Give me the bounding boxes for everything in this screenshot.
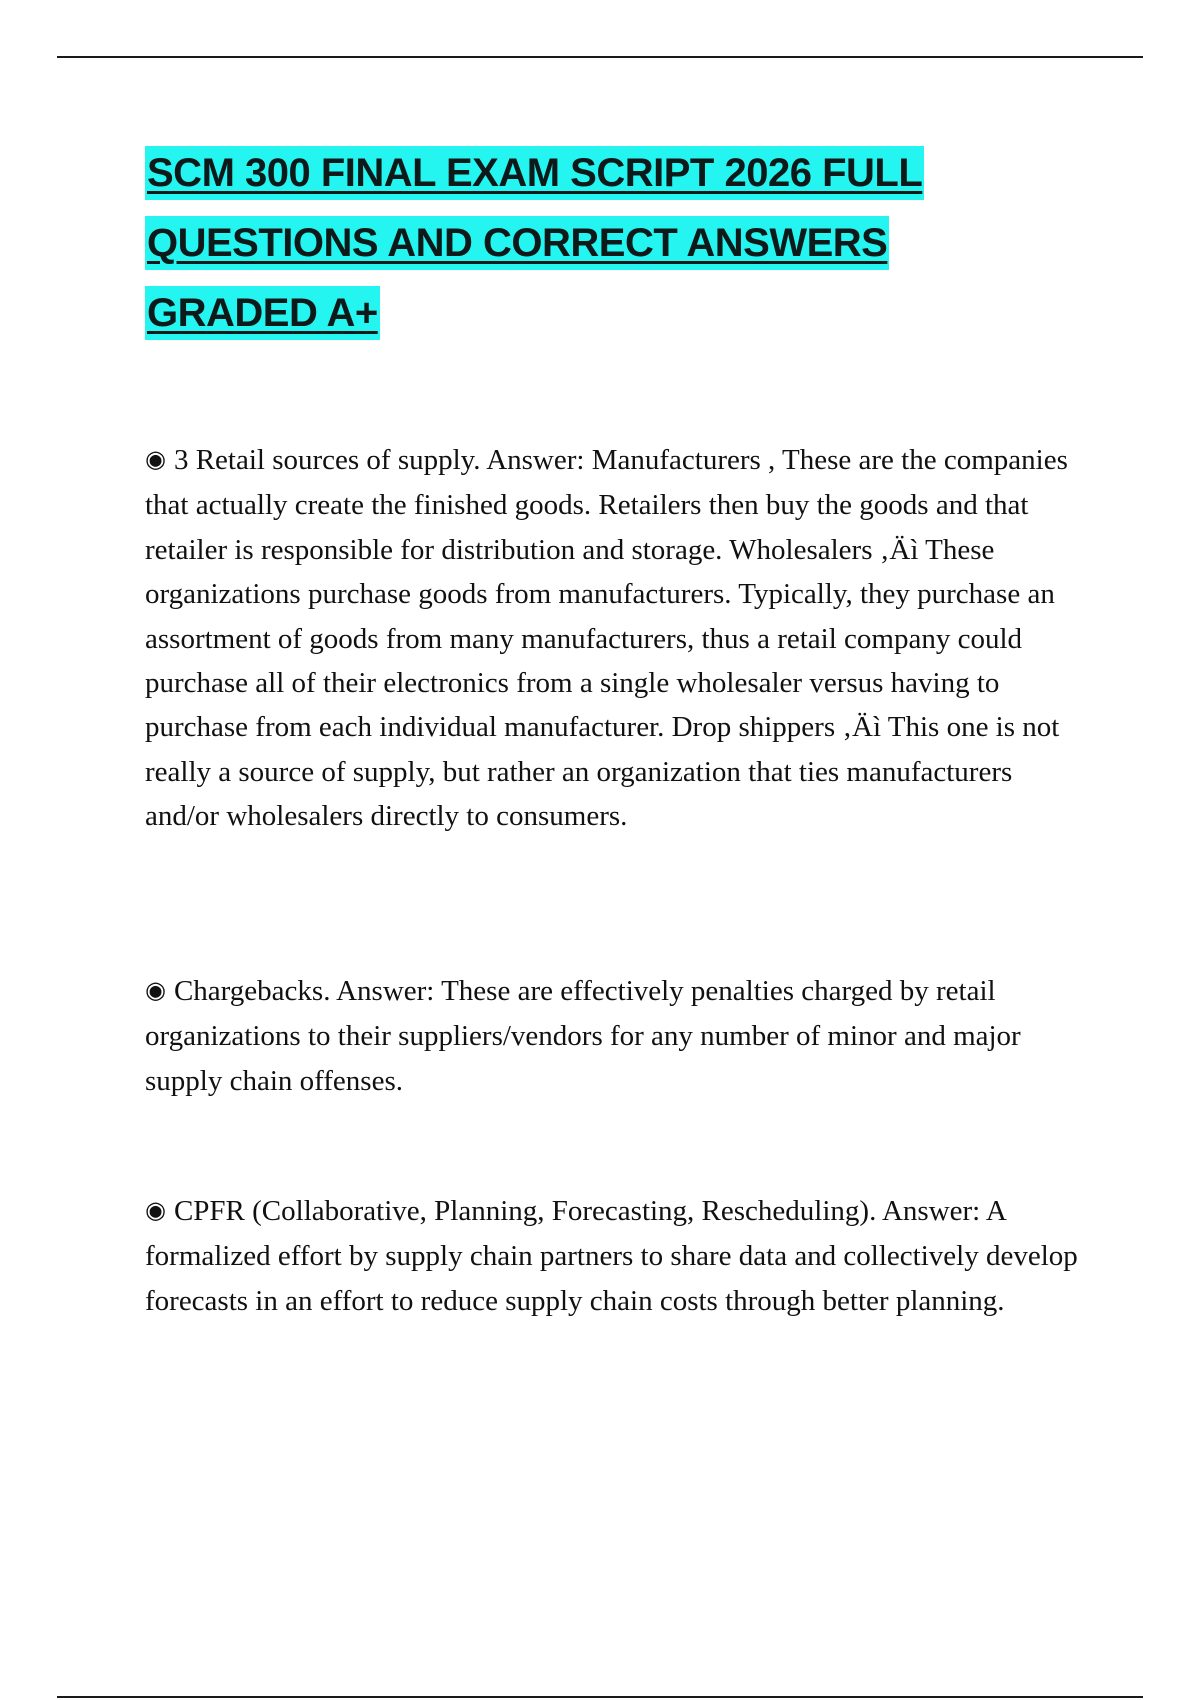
qa-item-text: Chargebacks. Answer: These are effectively penalties charged by retail organizations to their suppliers/vendors for any number of minor and major supply chain offenses.: [145, 975, 1021, 1097]
title-line-2: QUESTIONS AND CORRECT ANSWERS: [145, 216, 889, 270]
top-divider: [57, 56, 1143, 58]
document-title: [145, 146, 1105, 356]
qa-item: [145, 1189, 1085, 1323]
qa-item-text: 3 Retail sources of supply. Answer: Manufacturers , These are the companies that actually create the finished goods. Retailers then buy the goods and that retailer is responsible for distribution and storage. Wholesalers ‚Äì These organizations purchase goods from manufacturers. Typically, they purchase an assortment of goods from many manufacturers, thus a retail company could purchase all of their electronics from a single wholesaler versus having to purchase from each individual manufacturer. Drop shippers ‚Äì This one is not really a source of supply, but rather an organization that ties manufacturers and/or wholesalers directly to consumers.: [145, 444, 1068, 833]
title-line-1: SCM 300 FINAL EXAM SCRIPT 2026 FULL: [145, 146, 924, 200]
radio-button-icon: ◉: [145, 445, 166, 473]
qa-item: [145, 438, 1085, 839]
qa-item: [145, 969, 1085, 1103]
qa-item-text: CPFR (Collaborative, Planning, Forecasting, Rescheduling). Answer: A formalized effort by supply chain partners to share data and collectively develop forecasts in an effort to reduce supply chain costs through better planning.: [145, 1195, 1078, 1317]
title-line-3: GRADED A+: [145, 286, 380, 340]
bottom-divider: [57, 1696, 1143, 1698]
radio-button-icon: ◉: [145, 1196, 166, 1224]
radio-button-icon: ◉: [145, 976, 166, 1004]
